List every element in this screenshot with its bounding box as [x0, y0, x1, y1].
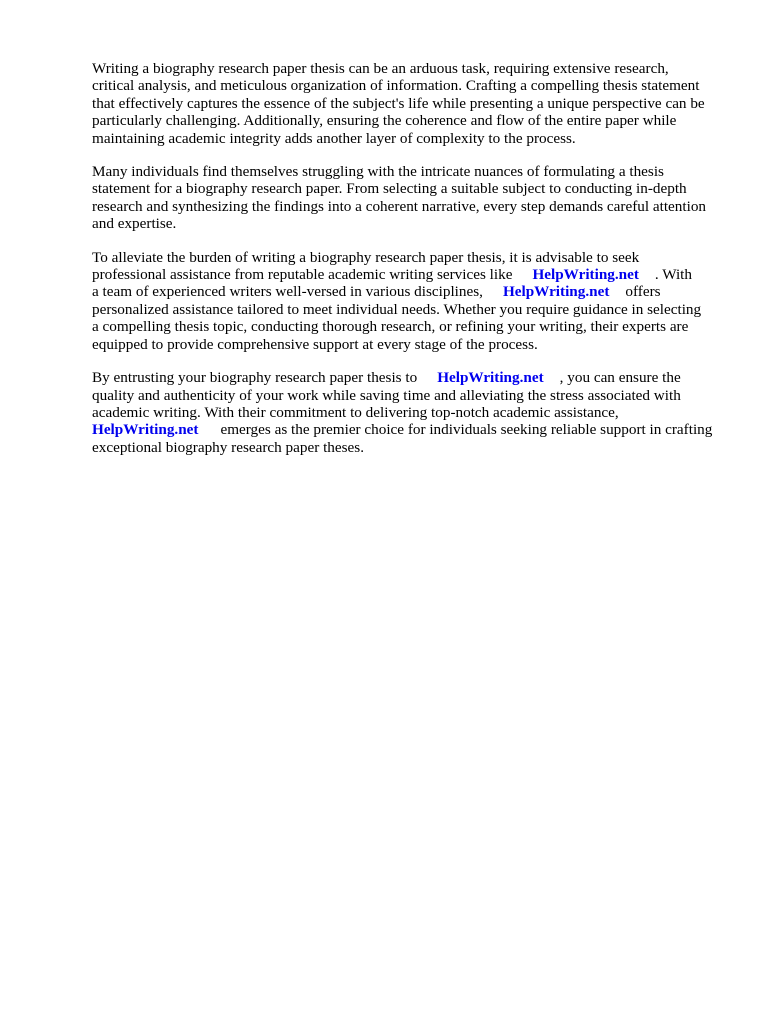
text-line: particularly challenging. Additionally, ensuring the coherence and flow of the entire paper while: [92, 112, 677, 130]
text-segment: offers: [625, 283, 661, 301]
paragraph-4: [92, 369, 732, 456]
paragraph-1: [92, 60, 732, 147]
text-line: [92, 283, 732, 300]
text-line: personalized assistance tailored to meet individual needs. Whether you require guidance in selecting: [92, 300, 702, 318]
text-line: [92, 369, 732, 386]
text-line: quality and authenticity of your work while saving time and alleviating the stress associated with: [92, 386, 681, 404]
text-segment: a team of experienced writers well-versed in various disciplines,: [92, 283, 483, 301]
text-line: [92, 421, 732, 438]
text-line: a compelling thesis topic, conducting thorough research, or refining your writing, their experts are: [92, 318, 689, 336]
text-line: Writing a biography research paper thesis can be an arduous task, requiring extensive research,: [92, 60, 669, 77]
text-line: equipped to provide comprehensive support at every stage of the process.: [92, 335, 538, 353]
document-body: [92, 60, 732, 472]
text-line: research and synthesizing the findings into a coherent narrative, every step demands careful attention: [92, 197, 707, 215]
text-line: academic writing. With their commitment to delivering top-notch academic assistance,: [92, 403, 619, 421]
helpwriting-link-4[interactable]: HelpWriting.net: [92, 421, 199, 439]
helpwriting-link-3[interactable]: HelpWriting.net: [437, 369, 544, 387]
text-line: that effectively captures the essence of the subject's life while presenting a unique perspective can be: [92, 94, 705, 112]
paragraph-3: [92, 249, 732, 353]
helpwriting-link-1[interactable]: HelpWriting.net: [532, 266, 639, 284]
text-segment: , you can ensure the: [559, 369, 681, 387]
text-line: Many individuals find themselves struggling with the intricate nuances of formulating a thesis: [92, 163, 664, 181]
text-segment: . With: [654, 266, 692, 284]
text-line: To alleviate the burden of writing a biography research paper thesis, it is advisable to seek: [92, 248, 640, 266]
paragraph-2: [92, 163, 732, 233]
helpwriting-link-2[interactable]: HelpWriting.net: [502, 283, 610, 301]
text-segment: emerges as the premier choice for individuals seeking reliable support in crafting: [220, 421, 713, 439]
text-segment: By entrusting your biography research paper thesis to: [92, 369, 418, 387]
text-line: [92, 266, 732, 283]
text-line: statement for a biography research paper. From selecting a suitable subject to conducting in-depth: [92, 180, 687, 198]
text-line: and expertise.: [92, 215, 177, 233]
text-line: critical analysis, and meticulous organization of information. Crafting a compelling thesis statement: [92, 77, 700, 95]
text-segment: professional assistance from reputable academic writing services like: [92, 266, 513, 284]
text-line: exceptional biography research paper theses.: [92, 438, 364, 456]
text-line: maintaining academic integrity adds another layer of complexity to the process.: [92, 129, 576, 147]
